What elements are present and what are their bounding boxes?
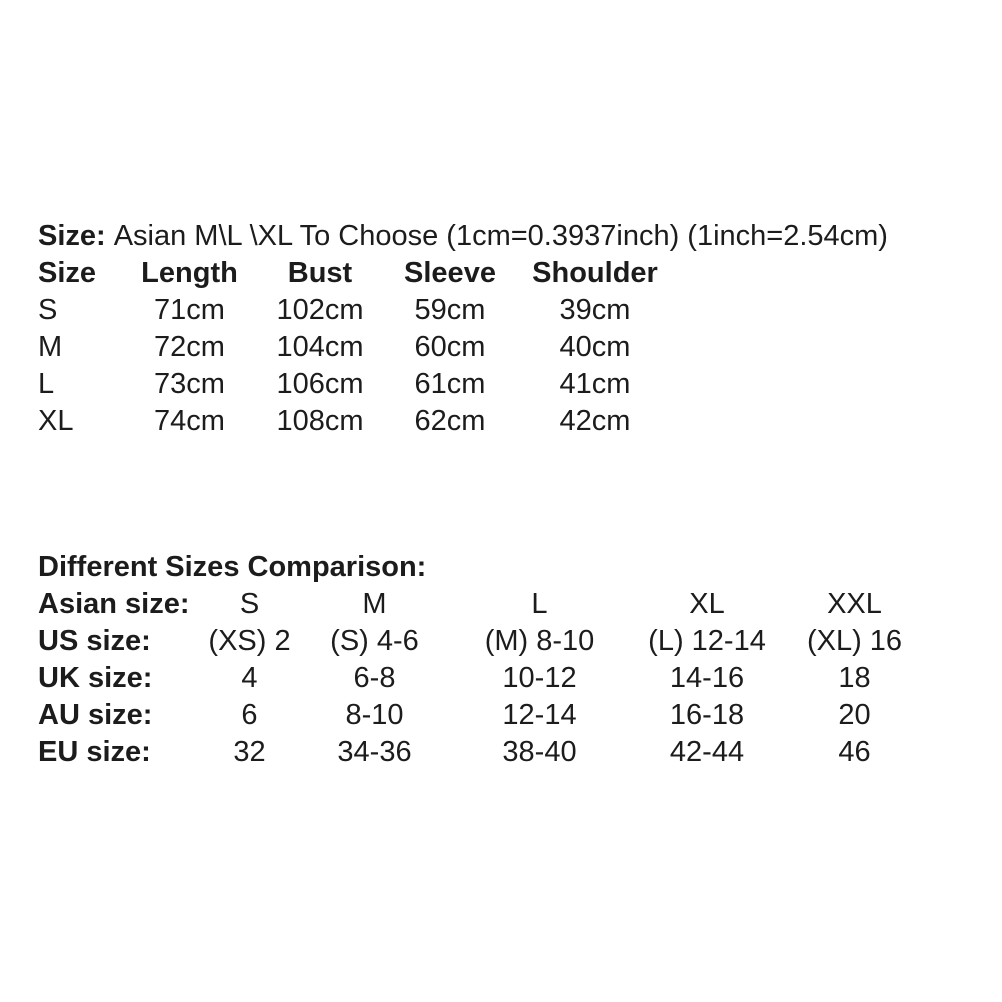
row-label-eu-size: EU size: <box>38 736 151 768</box>
size-cell: XL <box>38 405 74 437</box>
row-label-au-size: AU size: <box>38 699 153 731</box>
measurement-table <box>38 255 679 440</box>
au-size-value: 8-10 <box>345 699 404 731</box>
eu-size-value: 34-36 <box>337 736 412 768</box>
shoulder-cell: 39cm <box>559 294 631 326</box>
length-cell: 74cm <box>154 405 225 437</box>
eu-size-value: 42-44 <box>669 736 745 768</box>
length-cell: 71cm <box>154 294 225 326</box>
comparison-table <box>38 586 935 771</box>
shoulder-cell: 40cm <box>559 331 631 363</box>
uk-size-value: 4 <box>241 662 258 694</box>
us-size-value: (M) 8-10 <box>484 625 595 657</box>
shoulder-cell: 42cm <box>559 405 631 437</box>
bust-cell: 106cm <box>276 368 364 400</box>
sleeve-cell: 62cm <box>414 405 486 437</box>
measurement-row-l <box>38 366 679 403</box>
au-size-value: 20 <box>838 699 871 731</box>
measurement-row-xl <box>38 403 679 440</box>
asian-size-value: XXL <box>827 588 882 620</box>
asian-size-value: L <box>531 588 548 620</box>
comparison-heading: Different Sizes Comparison: <box>38 551 427 583</box>
measurement-header-row <box>38 255 679 292</box>
size-cell: M <box>38 331 63 363</box>
asian-size-value: S <box>239 588 260 620</box>
asian-size-value: M <box>362 588 387 620</box>
comparison-row-us <box>38 623 935 660</box>
column-header-length: Length <box>141 257 238 289</box>
comparison-row-uk <box>38 660 935 697</box>
uk-size-value: 10-12 <box>502 662 577 694</box>
us-size-value: (S) 4-6 <box>330 625 419 657</box>
size-cell: S <box>38 294 58 326</box>
uk-size-value: 18 <box>838 662 871 694</box>
uk-size-value: 6-8 <box>353 662 396 694</box>
uk-size-value: 14-16 <box>669 662 745 694</box>
size-note <box>38 218 1002 255</box>
au-size-value: 12-14 <box>502 699 577 731</box>
measurement-row-m <box>38 329 679 366</box>
us-size-value: (L) 12-14 <box>648 625 766 657</box>
us-size-value: (XS) 2 <box>208 625 291 657</box>
eu-size-value: 32 <box>233 736 266 768</box>
row-label-uk-size: UK size: <box>38 662 153 694</box>
size-note-text: Asian M\L \XL To Choose (1cm=0.3937inch) (1inch=2.54cm) <box>113 220 888 252</box>
us-size-value: (XL) 16 <box>806 625 903 657</box>
column-header-size: Size <box>38 257 97 289</box>
sleeve-cell: 61cm <box>414 368 486 400</box>
row-label-us-size: US size: <box>38 625 151 657</box>
size-note-label: Size: <box>38 220 106 252</box>
size-cell: L <box>38 368 55 400</box>
eu-size-value: 46 <box>838 736 871 768</box>
sleeve-cell: 60cm <box>414 331 486 363</box>
au-size-value: 6 <box>241 699 258 731</box>
row-label-asian-size: Asian size: <box>38 588 190 620</box>
length-cell: 72cm <box>154 331 225 363</box>
column-header-bust: Bust <box>287 257 353 289</box>
length-cell: 73cm <box>154 368 225 400</box>
column-header-sleeve: Sleeve <box>404 257 496 289</box>
measurement-row-s <box>38 292 679 329</box>
comparison-row-eu <box>38 734 935 771</box>
comparison-row-asian <box>38 586 935 623</box>
column-header-shoulder: Shoulder <box>532 257 658 289</box>
bust-cell: 104cm <box>276 331 364 363</box>
bust-cell: 102cm <box>276 294 364 326</box>
sleeve-cell: 59cm <box>414 294 486 326</box>
eu-size-value: 38-40 <box>502 736 577 768</box>
asian-size-value: XL <box>689 588 725 620</box>
shoulder-cell: 41cm <box>559 368 631 400</box>
au-size-value: 16-18 <box>669 699 745 731</box>
comparison-row-au <box>38 697 935 734</box>
bust-cell: 108cm <box>276 405 364 437</box>
